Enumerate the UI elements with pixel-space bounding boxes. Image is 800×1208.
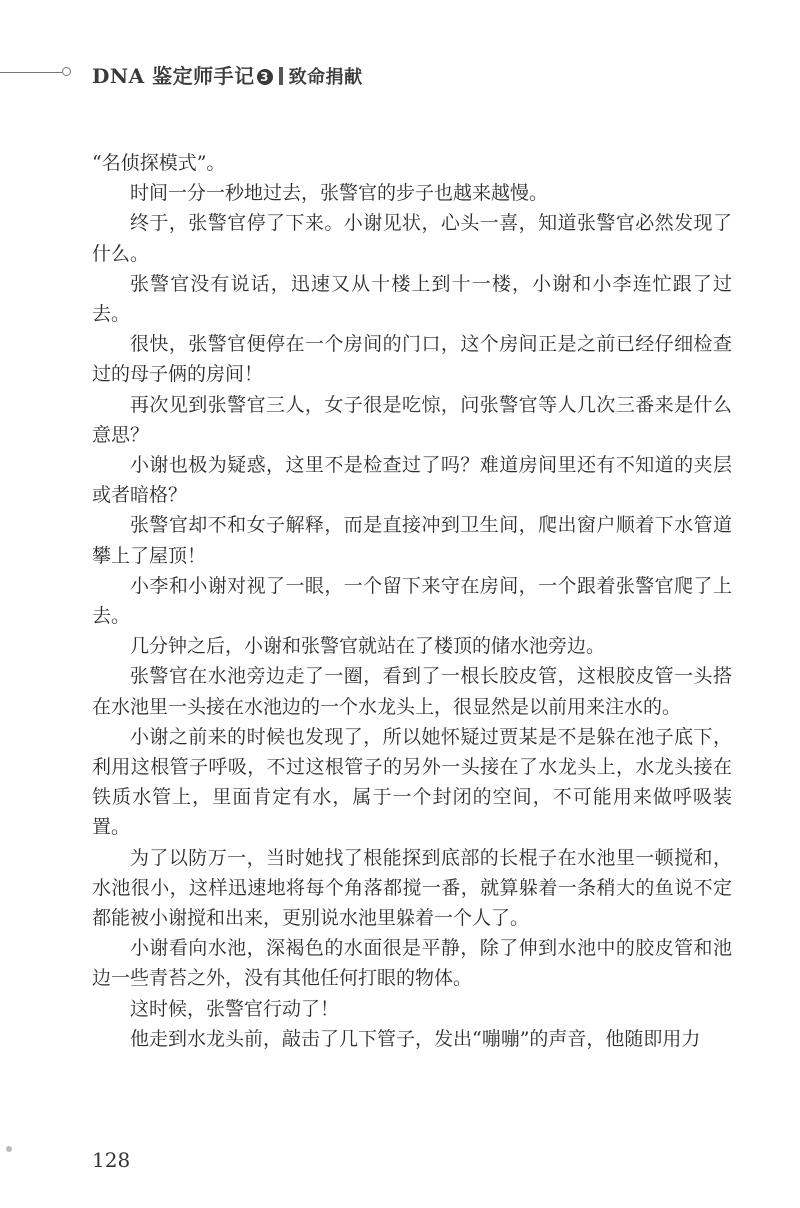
paragraph: 他走到水龙头前，敲击了几下管子，发出“嘣嘣”的声音，他随即用力 bbox=[130, 1027, 701, 1050]
volume-number-badge: 3 bbox=[257, 69, 273, 85]
book-title-text: DNA 鉴定师手记 bbox=[92, 64, 255, 88]
running-header bbox=[0, 58, 800, 88]
paragraph: 小谢也极为疑惑，这里不是检查过了吗？难道房间里还有不知道的夹层或者暗格？ bbox=[92, 454, 732, 507]
paragraph: 小谢之前来的时候也发现了，所以她怀疑过贾某是不是躲在池子底下，利用这根管子呼吸，不过这根管子的另外一头接在了水龙头上，水龙头接在铁质水管上，里面肯定有水，属于一个封闭的空间，不可能用来做呼吸装置。 bbox=[92, 725, 732, 839]
book-subtitle: 致命捐献 bbox=[288, 67, 363, 88]
scan-mark bbox=[6, 1146, 12, 1152]
paragraph: 很快，张警官便停在一个房间的门口，这个房间正是之前已经仔细检查过的母子俩的房间！ bbox=[92, 333, 732, 386]
paragraph: “名侦探模式”。 bbox=[92, 152, 226, 174]
paragraph: 张警官在水池旁边走了一圈，看到了一根长胶皮管，这根胶皮管一头搭在水池里一头接在水池边的一个水龙头上，很显然是以前用来注水的。 bbox=[92, 665, 732, 718]
paragraph: 小谢看向水池，深褐色的水面很是平静，除了伸到水池中的胶皮管和池边一些青苔之外，没有其他任何打眼的物体。 bbox=[92, 937, 732, 990]
paragraph: 几分钟之后，小谢和张警官就站在了楼顶的储水池旁边。 bbox=[130, 635, 606, 658]
paragraph: 终于，张警官停了下来。小谢见状，心头一喜，知道张警官必然发现了什么。 bbox=[92, 212, 732, 265]
header-separator bbox=[279, 67, 283, 85]
book-title bbox=[92, 60, 363, 89]
paragraph: 为了以防万一，当时她找了根能探到底部的长棍子在水池里一顿搅和，水池很小，这样迅速地将每个角落都搅一番，就算躲着一条稍大的鱼说不定都能被小谢搅和出来，更别说水池里躲着一个人了。 bbox=[92, 846, 732, 930]
paragraph: 再次见到张警官三人，女子很是吃惊，问张警官等人几次三番来是什么意思？ bbox=[92, 393, 732, 446]
body-text bbox=[92, 148, 732, 1054]
paragraph: 张警官却不和女子解释，而是直接冲到卫生间，爬出窗户顺着下水管道攀上了屋顶！ bbox=[92, 514, 732, 567]
paragraph: 小李和小谢对视了一眼，一个留下来守在房间，一个跟着张警官爬了上去。 bbox=[92, 574, 732, 628]
header-rule bbox=[0, 72, 62, 73]
paragraph: 这时候，张警官行动了！ bbox=[130, 997, 340, 1020]
header-circle-ornament bbox=[62, 67, 71, 76]
paragraph: 时间一分一秒地过去，张警官的步子也越来越慢。 bbox=[130, 182, 549, 205]
page-number: 128 bbox=[92, 1148, 131, 1172]
paragraph: 张警官没有说话，迅速又从十楼上到十一楼，小谢和小李连忙跟了过去。 bbox=[92, 272, 732, 326]
